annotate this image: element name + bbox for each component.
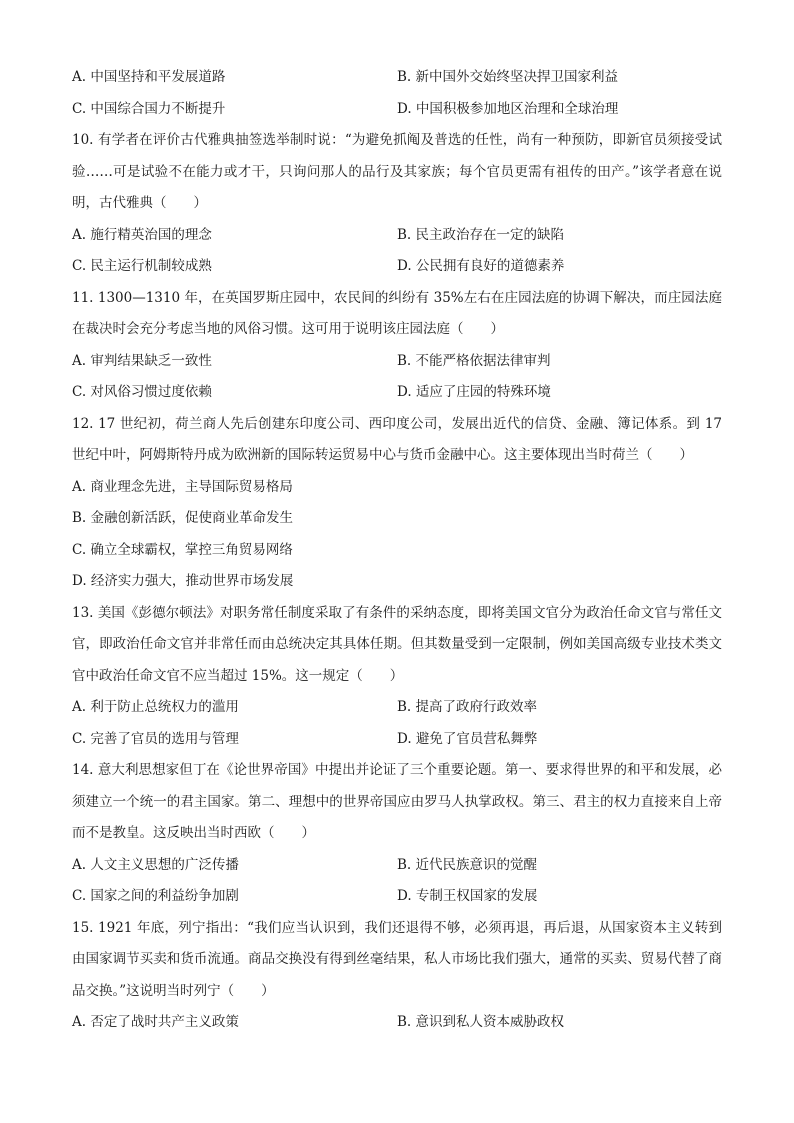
- exam-page: [72, 62, 722, 1039]
- q13-stem: 13. 美国《彭德尔顿法》对职务常任制度采取了有条件的采纳态度，即将美国文官分为政治任命文官与常任文官，即政治任命文官并非常任而由总统决定其具体任期。但其数量受到一定限制，例如美国高级专业技术类文官中政治任命文官不应当超过 15%。这一规定（ ）: [72, 604, 722, 684]
- q14-option-a[interactable]: A. 人文主义思想的广泛传播: [72, 856, 239, 873]
- q14-option-b[interactable]: B. 近代民族意识的觉醒: [397, 856, 538, 873]
- q9-options-row-1: [72, 62, 722, 94]
- q13-option-d[interactable]: D. 避免了官员营私舞弊: [397, 730, 538, 747]
- q13-option-a[interactable]: A. 利于防止总统权力的滥用: [72, 699, 239, 715]
- q10-option-d[interactable]: D. 公民拥有良好的道德素养: [397, 258, 565, 274]
- q10-options-row-1: [72, 220, 722, 252]
- q9-option-b[interactable]: B. 新中国外交始终坚决捍卫国家利益: [397, 69, 619, 85]
- q11-option-d[interactable]: D. 适应了庄园的特殊环境: [397, 384, 551, 400]
- q11-options-row-2: [72, 377, 722, 409]
- q11-option-c[interactable]: C. 对风俗习惯过度依赖: [72, 384, 212, 400]
- q10-options-row-2: [72, 251, 722, 283]
- q14-options-row-2: [72, 881, 722, 913]
- q12-stem: 12. 17 世纪初，荷兰商人先后创建东印度公司、西印度公司，发展出近代的信贷、金融、簿记体系。到 17 世纪中叶，阿姆斯特丹成为欧洲新的国际转运贸易中心与货币金融中心。这主要体现出当时荷兰（ ）: [72, 415, 722, 463]
- q10-option-c[interactable]: C. 民主运行机制较成熟: [72, 258, 212, 274]
- q13-options-row-2: [72, 724, 722, 756]
- q11-options-row-1: [72, 346, 722, 378]
- q11-option-b[interactable]: B. 不能严格依据法律审判: [397, 352, 551, 369]
- q12-option-c[interactable]: C. 确立全球霸权，掌控三角贸易网络: [72, 541, 293, 558]
- q11-stem: 11. 1300—1310 年，在英国罗斯庄园中，农民间的纠纷有 35%左右在庄园法庭的协调下解决，而庄园法庭在裁决时会充分考虑当地的风俗习惯。这可用于说明该庄园法庭（ ）: [72, 289, 722, 337]
- q15-option-a[interactable]: A. 否定了战时共产主义政策: [72, 1014, 239, 1030]
- q10-option-b[interactable]: B. 民主政治存在一定的缺陷: [397, 226, 565, 243]
- q14-option-c[interactable]: C. 国家之间的利益纷争加剧: [72, 888, 239, 904]
- q15-stem: 15. 1921 年底，列宁指出：“我们应当认识到，我们还退得不够，必须再退，再后退，从国家资本主义转到由国家调节买卖和货币流通。商品交换没有得到丝毫结果，私人市场比我们强大，通常的买卖、贸易代替了商品交换。”这说明当时列宁（ ）: [72, 919, 722, 999]
- q9-option-d[interactable]: D. 中国积极参加地区治理和全球治理: [397, 100, 619, 117]
- q13-options-row-1: [72, 692, 722, 724]
- q13-option-b[interactable]: B. 提高了政府行政效率: [397, 699, 538, 715]
- q9-option-a[interactable]: A. 中国坚持和平发展道路: [72, 69, 226, 85]
- q12-option-a[interactable]: A. 商业理念先进，主导国际贸易格局: [72, 478, 293, 495]
- q12-option-d[interactable]: D. 经济实力强大，推动世界市场发展: [72, 573, 294, 589]
- q9-options-row-2: [72, 94, 722, 126]
- q14-stem: 14. 意大利思想家但丁在《论世界帝国》中提出并论证了三个重要论题。第一、要求得世界的和平和发展，必须建立一个统一的君主国家。第二、理想中的世界帝国应由罗马人执掌政权。第三、君主的权力直接来自上帝而不是教皇。这反映出当时西欧（ ）: [72, 762, 722, 841]
- q13-option-c[interactable]: C. 完善了官员的选用与管理: [72, 730, 239, 747]
- q14-options-row-1: [72, 850, 722, 882]
- q11-option-a[interactable]: A. 审判结果缺乏一致性: [72, 352, 212, 369]
- q12-option-b[interactable]: B. 金融创新活跃，促使商业革命发生: [72, 510, 294, 526]
- q15-options-row-1: [72, 1007, 722, 1039]
- q9-option-c[interactable]: C. 中国综合国力不断提升: [72, 100, 226, 117]
- q14-option-d[interactable]: D. 专制王权国家的发展: [397, 888, 538, 904]
- q10-option-a[interactable]: A. 施行精英治国的理念: [72, 226, 212, 243]
- q10-stem: 10. 有学者在评价古代雅典抽签选举制时说：“为避免抓阄及普选的任性，尚有一种预防，即新官员须接受试验……可是试验不在能力或才干，只询问那人的品行及其家族；每个官员更需有祖传的田产。”该学者意在说明，古代雅典（ ）: [72, 132, 722, 211]
- q15-option-b[interactable]: B. 意识到私人资本威胁政权: [397, 1014, 565, 1030]
